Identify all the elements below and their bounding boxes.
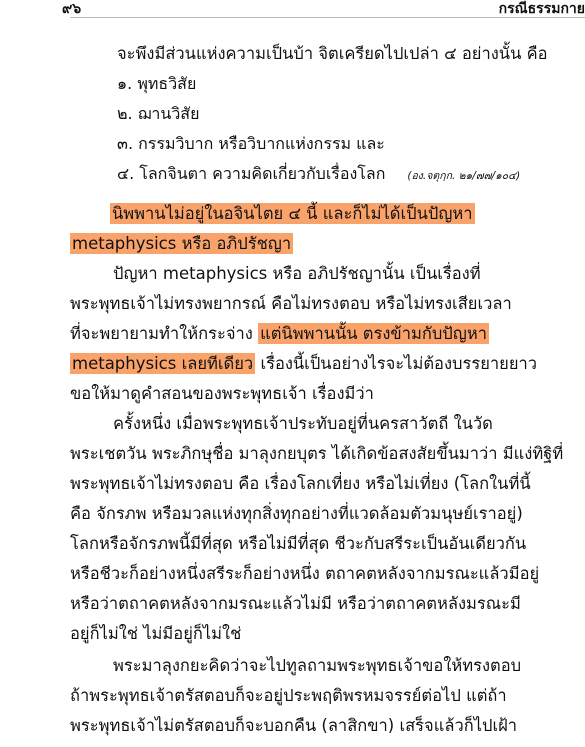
paragraph-line: หรือว่าตถาคตหลังจากมรณะแล้วไม่มี หรือว่าตถาคตหลังมรณะมี [70,594,521,613]
highlighted-text: นิพพานไม่อยู่ในอจินไตย ๔ นี้ และก็ไม่ได้เป็นปัญหา [112,204,473,223]
list-item-text: ๔. โลกจินตา ความคิดเกี่ยวกับเรื่องโลก [117,164,386,183]
list-item: ๓. กรรมวิบาก หรือวิบากแห่งกรรม และ [117,134,385,153]
paragraph-line: ครั้งหนึ่ง เมื่อพระพุทธเจ้าประทับอยู่ที่นครสาวัตถี ในวัด [113,414,493,433]
paragraph-line: ขอให้มาดูคำสอนของพระพุทธเจ้า เรื่องมีว่า [70,384,374,403]
intro-line: จะพึงมีส่วนแห่งความเป็นบ้า จิตเครียดไปเปล่า ๔ อย่างนั้น คือ [117,44,548,63]
paragraph-line: พระพุทธเจ้าไม่ตรัสตอบก็จะบอกคืน (ลาสิกขา) เสร็จแล้วก็ไปเฝ้า [70,716,518,735]
paragraph-line: ปัญหา metaphysics หรือ อภิปรัชญานั้น เป็นเรื่องที่ [113,264,481,283]
list-item: ๒. ฌานวิสัย [117,104,200,123]
highlight-line [70,232,293,256]
header-rule [70,17,585,18]
list-item [117,162,520,188]
paragraph-line [70,352,537,376]
paragraph-line: โลกหรือจักรภพนี้มีที่สุด หรือไม่มีที่สุด ชีวะกับสรีระเป็นอันเดียวกัน [70,534,527,553]
paragraph-line: ถ้าพระพุทธเจ้าตรัสตอบก็จะอยู่ประพฤติพรหมจรรย์ต่อไป แต่ถ้า [70,686,507,705]
paragraph-line: พระมาลุงกยะคิดว่าจะไปทูลถามพระพุทธเจ้าขอให้ทรงตอบ [113,656,522,675]
paragraph-line: พระพุทธเจ้าไม่ทรงพยากรณ์ คือไม่ทรงตอบ หรือไม่ทรงเสียเวลา [70,294,512,313]
paragraph-text: เรื่องนี้เป็นอย่างไรจะไม่ต้องบรรยายยาว [260,354,538,373]
highlighted-text: metaphysics หรือ อภิปรัชญา [72,234,292,253]
list-item: ๑. พุทธวิสัย [117,74,197,93]
highlighted-text: แต่นิพพานนั้น ตรงข้ามกับปัญหา [260,324,487,343]
paragraph-line [70,322,489,346]
reference-citation: (อง.จตุกฺก. ๒๑/๗๗/๑๐๔) [407,170,521,182]
running-head: กรณีธรรมกาย [498,1,585,17]
highlight-line [110,202,475,226]
page-number: ๙๖ [62,1,82,17]
paragraph-line: อยู่ก็ไม่ใช่ ไม่มีอยู่ก็ไม่ใช่ [70,624,242,643]
paragraph-text: ที่จะพยายามทำให้กระจ่าง [70,324,253,343]
paragraph-line: พระพุทธเจ้าไม่ทรงตอบ คือ เรื่องโลกเที่ยง หรือไม่เที่ยง (โลกในที่นี้ [70,474,531,493]
paragraph-line: คือ จักรภพ หรือมวลแห่งทุกสิ่งทุกอย่างที่แวดล้อมตัวมนุษย์เราอยู่) [70,504,523,523]
paragraph-line: พระเชตวัน พระภิกษุชื่อ มาลุงกยบุตร ได้เกิดข้อสงสัยขึ้นมาว่า มีแง่ทิฐิที่ [70,444,564,463]
paragraph-line: หรือชีวะก็อย่างหนึ่งสรีระก็อย่างหนึ่ง ตถาคตหลังจากมรณะแล้วมีอยู่ [70,564,540,583]
highlighted-text: metaphysics เลยทีเดียว [72,354,254,373]
